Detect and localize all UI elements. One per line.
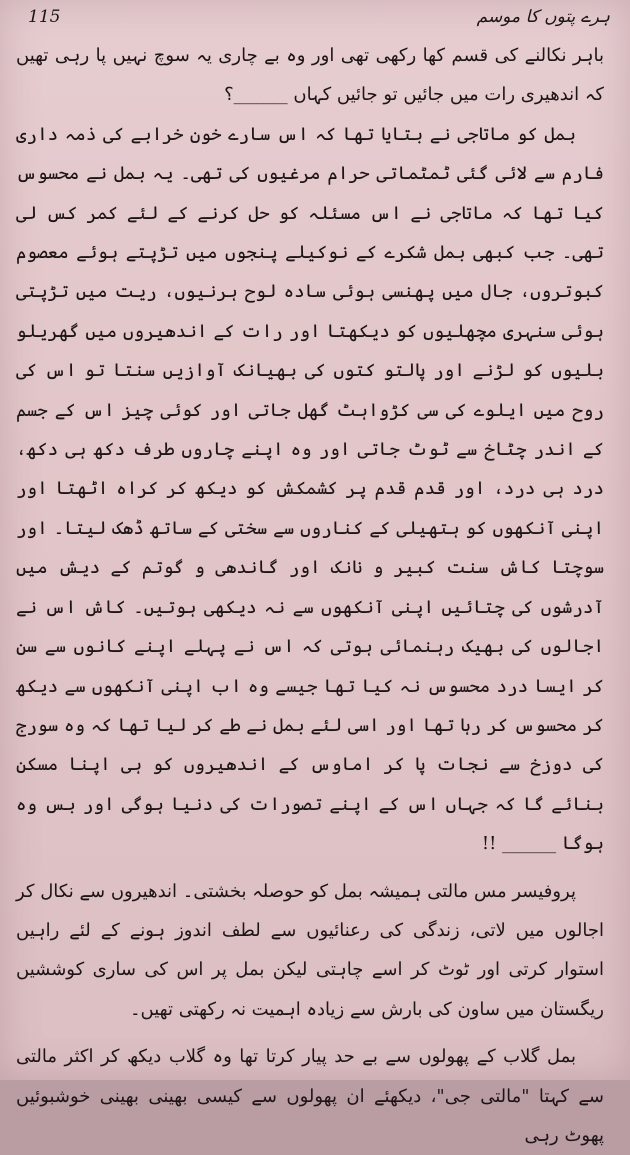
page-number: 115: [28, 7, 61, 27]
running-title: ہرے پتوں کا موسم: [476, 7, 610, 27]
page-body: [16, 36, 604, 1146]
page-header: [28, 4, 610, 30]
paragraph: بمل کو ماتاجی نے بتایا تھا کہ اس سارے خون خرابے کی ذمہ داری فارم سے لائی گئی ٹمٹماتی حرام مرغیوں کی تھی۔ یہ بمل نے محسوس کیا تھا کہ ماتاجی نے اس مسئلہ کو حل کرنے کے لئے کمر کس لی تھی۔ جب کبھی بمل شکرے کے نوکیلے پنجوں میں تڑپتے ہوئے معصوم کبوتروں، جال میں پھنسی ہوئی سادہ لوح ہرنیوں، ریت میں تڑپتی ہوئی سنہری مچھلیوں کو دیکھتا اور رات کے اندھیروں میں گھریلو بلیوں کو لڑنے اور پالتو کتوں کی بھیانک آوازیں سنتا تو اس کی روح میں ایلوے کی سی کڑواہٹ گھل جاتی اور کوئی چیز اس کے جسم کے اندر چٹاخ سے ٹوٹ جاتی اور وہ اپنے چاروں طرف دکھ ہی دکھ، درد ہی درد، اور قدم قدم پر کشمکش کو دیکھ کر کراہ اٹھتا اور اپنی آنکھوں کو ہتھیلی کے کناروں سے سختی کے ساتھ ڈھک لیتا۔ اور سوچتا کاش سنت کبیر و نانک اور گاندھی و گوتم کے دیش میں آدرشوں کی چتائیں اپنی آنکھوں سے نہ دیکھی ہوتیں۔ کاش اس نے اجالوں کی بھیک رہنمائی ہوتی کہ اس نے پہلے اپنے کانوں سے سن کر ایسا درد محسوس نہ کیا تھا جیسے وہ اب اپنی آنکھوں سے دیکھ کر محسوس کر رہا تھا اور اسی لئے بمل نے طے کر لیا تھا کہ وہ سورج کی دوزخ سے نجات پا کر اماوس کے اندھیروں کو ہی اپنا مسکن بنائے گا کہ جہاں اس کے اپنے تصورات کی دنیا ہوگی اور بس وہ ہوگا ______ !!: [16, 123, 604, 855]
paragraph: بمل گلاب کے پھولوں سے بے حد پیار کرتا تھا وہ گلاب دیکھ کر اکثر مالتی سے کہتا "مالتی جی"، دیکھئے ان پھولوں سے کیسی بھینی بھینی خوشبوئیں پھوٹ رہی: [16, 1046, 604, 1146]
paragraph: باہر نکالنے کی قسم کھا رکھی تھی اور وہ بے چاری یہ سوچ نہیں پا رہی تھیں کہ اندھیری رات میں جائیں تو جائیں کہاں ______؟: [16, 45, 604, 106]
paragraph: پروفیسر مس مالتی ہمیشہ بمل کو حوصلہ بخشتی۔ اندھیروں سے نکال کر اجالوں میں لاتی، زندگی کی رعنائیوں سے لطف اندوز ہونے کے لئے راہیں استوار کرتی اور ٹوٹ کر اسے چاہتی لیکن بمل پر اس کی ساری کوششیں ریگستان میں ساون کی بارش سے زیادہ اہمیت نہ رکھتی تھیں۔: [16, 880, 604, 1020]
